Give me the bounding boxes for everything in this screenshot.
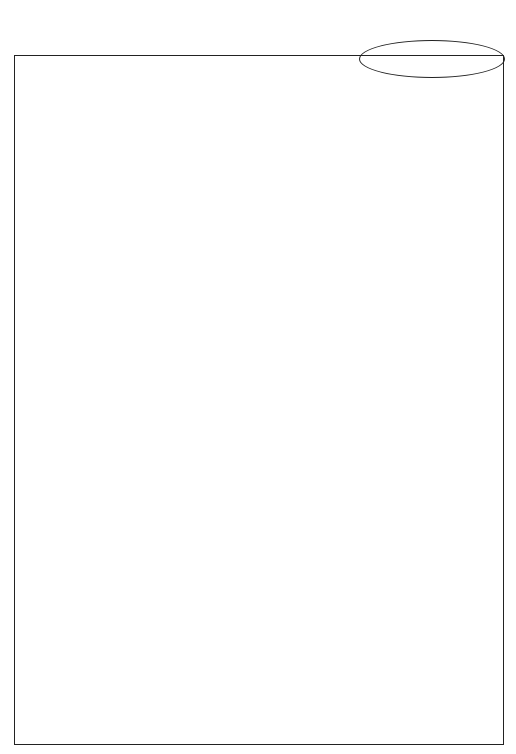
handwritten-circle-annotation [359,40,505,78]
drug-substitution-table [14,55,504,745]
